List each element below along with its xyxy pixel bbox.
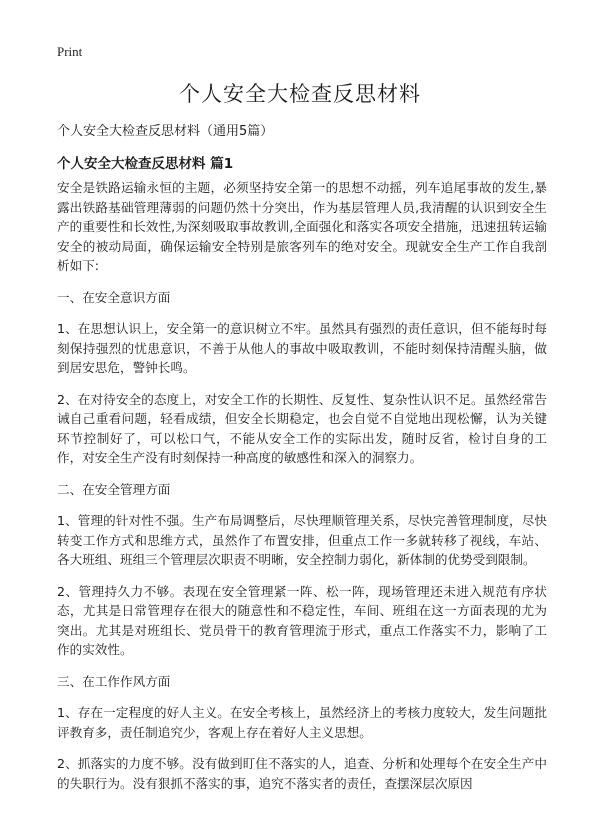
paragraph-management-2: 2、管理持久力不够。表现在安全管理紧一阵、松一阵，现场管理还未进入规范有序状态，尤其是日常管理存在很大的随意性和不稳定性，车间、班组在这一方面表现的尤为突出。尤其是对班组长、党员骨干的教育管理流于形式，重点工作落实不力，影响了工作的实效性。: [57, 583, 547, 657]
section-title: 个人安全大检查反思材料 篇1: [57, 156, 234, 172]
heading-work-style: 三、在工作作风方面: [57, 673, 171, 689]
document-subtitle: 个人安全大检查反思材料（通用5篇）: [57, 124, 274, 139]
heading-safety-management: 二、在安全管理方面: [57, 481, 171, 497]
paragraph-awareness-1: 1、在思想认识上，安全第一的意识树立不牢。虽然具有强烈的责任意识，但不能每时每刻保持强烈的忧患意识，不善于从他人的事故中吸取教训，不能时刻保持清醒头脑，做到居安思危，警钟长鸣。: [57, 321, 547, 375]
page-title: 个人安全大检查反思材料: [179, 82, 421, 106]
intro-paragraph: 安全是铁路运输永恒的主题，必须坚持安全第一的思想不动摇，列车追尾事故的发生,暴露出铁路基础管理薄弱的问题仍然十分突出，作为基层管理人员,我清醒的认识到安全生产的重要性和长效性,为深刻吸取事故教训,全面强化和落实各项安全措施，迅速扭转运输安全的被动局面，确保运输安全特别是旅客列车的绝对安全。现就安全生产工作自我剖析如下:: [57, 180, 547, 273]
print-label: Print: [57, 44, 83, 59]
paragraph-awareness-2: 2、在对待安全的态度上，对安全工作的长期性、反复性、复杂性认识不足。虽然经常告诫自己重看问题，轻看成绩，但安全长期稳定，也会自觉不自觉地出现松懈，认为关键环节控制好了，可以松口气，不能从安全工作的实际出发，随时反省，检讨自身的工作，对安全生产没有时刻保持一种高度的敏感性和深入的洞察力。: [57, 391, 547, 465]
heading-safety-awareness: 一、在安全意识方面: [57, 289, 171, 305]
paragraph-style-2: 2、抓落实的力度不够。没有做到盯住不落实的人，追查、分析和处理每个在安全生产中的失职行为。没有狠抓不落实的事，追究不落实者的责任，查摆深层次原因: [57, 756, 547, 791]
article-body: [57, 178, 547, 805]
paragraph-style-1: 1、存在一定程度的好人主义。在安全考核上，虽然经济上的考核力度较大，发生问题批评教育多，责任制追究少，客观上存在着好人主义思想。: [57, 705, 547, 740]
paragraph-management-1: 1、管理的针对性不强。生产布局调整后，尽快理顺管理关系，尽快完善管理制度，尽快转变工作方式和思维方式，虽然作了布置安排，但重点工作一多就转移了视线，车站、各大班组、班组三个管理层次职责不明晰，安全控制力弱化，新体制的优势受到限制。: [57, 513, 547, 567]
